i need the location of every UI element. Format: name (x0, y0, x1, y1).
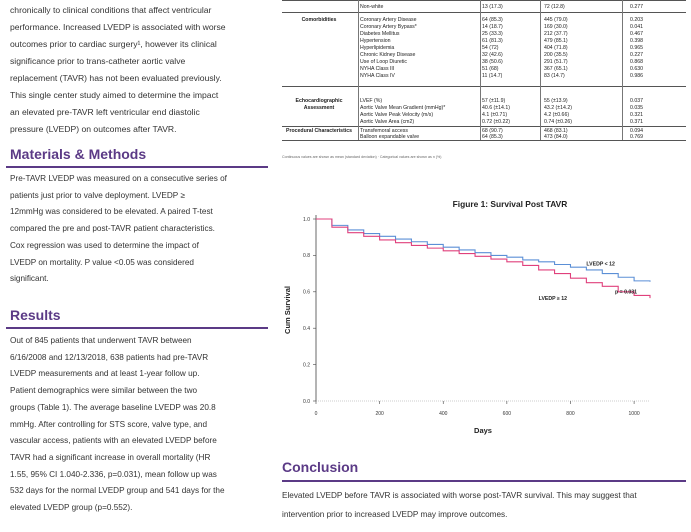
row-label: Transfemoral access (360, 128, 408, 134)
conclusion-heading: Conclusion (282, 459, 359, 475)
x-tick-label: 200 (375, 411, 384, 417)
annotation-p-value: p = 0.031 (615, 289, 638, 296)
cell-p: 0.037 (630, 98, 643, 104)
results-text (10, 333, 268, 517)
intro-text (10, 2, 268, 138)
cell-normal: 367 (65.1) (544, 66, 568, 72)
annotation-lvedp-high: LVEDP ≥ 12 (538, 295, 567, 302)
methods-line: patients just prior to valve deployment. LVEDP ≥ (10, 190, 185, 200)
y-tick-label: 1.0 (303, 216, 310, 223)
cell-p: 0.203 (630, 17, 643, 23)
table-divider (480, 0, 481, 140)
figure-title: Figure 1: Survival Post TAVR (452, 199, 568, 209)
cell-normal: 72 (12.8) (544, 4, 565, 10)
table-footnote: Continuous values are shown as mean (standard deviation) · Categorical values are shown as n (%) (282, 155, 442, 159)
cell-normal: 212 (37.7) (544, 31, 568, 37)
series-line-lvedp-high (316, 219, 650, 298)
conclusion-rule (282, 480, 686, 482)
y-tick-label: 0.8 (303, 253, 310, 260)
cell-normal: 4.2 (±0.66) (544, 112, 570, 118)
y-tick-label: 0.6 (303, 289, 310, 296)
row-label: Non-white (360, 4, 384, 10)
cell-elevated: 68 (90.7) (482, 128, 503, 134)
row-label: Diabetes Mellitus (360, 31, 400, 37)
intro-line: pressure (LVEDP) on outcomes after TAVR. (10, 124, 177, 134)
cell-elevated: 57 (±11.9) (482, 98, 506, 104)
methods-line: Cox regression was used to determine the impact of (10, 240, 199, 250)
table-rule (282, 126, 686, 127)
cell-elevated: 38 (50.6) (482, 59, 503, 65)
cell-normal: 479 (85.1) (544, 38, 568, 44)
table-divider (622, 0, 623, 140)
cell-elevated: 54 (72) (482, 45, 499, 51)
cell-elevated: 64 (85.3) (482, 134, 503, 140)
table-rule (282, 12, 686, 13)
cell-p: 0.398 (630, 38, 643, 44)
conclusion-line: intervention prior to increased LVEDP may improve outcomes. (282, 510, 508, 519)
row-label: LVEF (%) (360, 98, 383, 104)
results-rule (6, 327, 268, 329)
x-tick-label: 0 (314, 411, 318, 417)
cell-normal: 404 (71.8) (544, 45, 568, 51)
results-line: Out of 845 patients that underwent TAVR between (10, 336, 192, 345)
cell-p: 0.467 (630, 31, 643, 37)
results-heading: Results (10, 307, 61, 323)
cell-p: 0.769 (630, 134, 643, 140)
row-label: NYHA Class III (360, 66, 395, 72)
cell-normal: 445 (79.0) (544, 17, 568, 23)
row-label: Aortic Valve Mean Gradient (mmHg)* (360, 105, 446, 111)
cell-elevated: 14 (18.7) (482, 24, 503, 30)
x-tick-label: 1000 (628, 411, 640, 417)
row-label: Hyperlipidemia (360, 45, 395, 51)
row-label: Aortic Valve Peak Velocity (m/s) (360, 112, 434, 118)
results-line: Patient demographics were similar between the two (10, 386, 198, 396)
series-line-lvedp-low (316, 219, 650, 282)
row-label: Coronary Artery Bypass* (360, 24, 417, 30)
cell-p: 0.041 (630, 24, 643, 30)
row-label: Balloon expandable valve (360, 134, 420, 140)
row-label: Aortic Valve Area (cm2) (360, 119, 415, 125)
cell-elevated: 11 (14.7) (482, 73, 503, 79)
intro-line: outcomes prior to cardiac surgery¹, however its clinical (10, 39, 217, 49)
results-line: 532 days for the normal LVEDP group and 541 days for the (10, 486, 225, 496)
cell-p: 0.868 (630, 59, 643, 65)
cell-p: 0.227 (630, 52, 643, 58)
x-tick-label: 600 (502, 411, 512, 417)
results-line: groups (Table 1). The average baseline LVEDP was 20.8 (10, 402, 216, 412)
cell-elevated: 40.6 (±14.1) (482, 105, 510, 111)
row-category: Echocardiographic (295, 98, 343, 104)
cell-elevated: 64 (85.3) (482, 17, 503, 23)
results-line: 1.55, 95% CI 1.040-2.336, p=0.031), mean follow up was (10, 469, 217, 479)
cell-elevated: 4.1 (±0.71) (482, 112, 508, 118)
row-category: Comorbidities (301, 17, 337, 23)
results-line: LVEDP measurements and at least 1-year follow up. (10, 369, 200, 379)
cell-elevated: 32 (42.6) (482, 52, 503, 58)
y-tick-label: 0.4 (303, 326, 310, 332)
methods-rule (6, 166, 268, 168)
y-axis-title: Cum Survival (283, 286, 292, 334)
row-category: Assessment (303, 105, 335, 111)
results-line: vascular access, patients with an elevated LVEDP before (10, 436, 217, 446)
cell-normal: 43.2 (±14.2) (544, 105, 572, 111)
y-tick-label: 0.2 (303, 362, 310, 369)
row-label: Coronary Artery Disease (360, 17, 417, 23)
cell-elevated: 61 (81.3) (482, 38, 503, 44)
x-tick-label: 400 (439, 411, 448, 417)
cell-normal: 169 (30.0) (544, 24, 568, 30)
table-divider (358, 0, 359, 140)
results-line: mmHg. After controlling for STS score, valve type, and (10, 419, 208, 429)
results-line: TAVR had a significant increase in overall mortality (HR (10, 452, 211, 462)
results-line: elevated LVEDP group (p=0.552). (10, 503, 133, 513)
cell-elevated: 13 (17.3) (482, 4, 503, 10)
cell-p: 0.094 (630, 128, 643, 134)
cell-normal: 468 (83.1) (544, 128, 568, 134)
cell-elevated: 51 (68) (482, 66, 499, 72)
cell-elevated: 0.72 (±0.22) (482, 119, 510, 125)
methods-text (10, 171, 268, 288)
methods-line: LVEDP on mortality. P value <0.05 was considered (10, 257, 194, 267)
y-tick-label: 0.0 (303, 398, 310, 405)
row-label: Chronic Kidney Disease (360, 52, 416, 58)
row-label: Use of Loop Diuretic (360, 59, 407, 65)
annotation-lvedp-low: LVEDP < 12 (586, 261, 615, 268)
methods-line: 12mmHg was considered to be elevated. A paired T-test (10, 207, 213, 217)
cell-normal: 0.74 (±0.26) (544, 119, 572, 125)
intro-line: This single center study aimed to determine the impact (10, 90, 219, 100)
row-category: Procedural Characteristics (285, 128, 353, 134)
conclusion-line: Elevated LVEDP before TAVR is associated with worse post-TAVR survival. This may suggest that (282, 491, 637, 500)
methods-line: significant. (10, 274, 49, 284)
x-tick-label: 800 (566, 411, 575, 417)
cell-elevated: 25 (33.3) (482, 31, 503, 37)
methods-line: compared the pre and post-TAVR patient characteristics. (10, 224, 215, 234)
cell-normal: 200 (35.5) (544, 52, 568, 58)
table-rule (282, 86, 686, 87)
table-rule (282, 140, 686, 141)
row-label: Hypertension (360, 38, 391, 44)
cell-normal: 473 (84.0) (544, 134, 568, 140)
intro-line: replacement (TAVR) has not been evaluated previously. (10, 73, 222, 83)
cell-normal: 55 (±13.9) (544, 98, 568, 104)
table-rule (282, 0, 686, 1)
intro-line: chronically to clinical conditions that affect ventricular (10, 5, 212, 15)
intro-line: an elevated pre-TAVR left ventricular end diastolic (10, 107, 200, 117)
intro-line: performance. Increased LVEDP is associated with worse (10, 22, 226, 32)
survival-chart (278, 205, 678, 445)
cell-p: 0.035 (630, 105, 643, 111)
results-line: 6/16/2008 and 12/13/2018, 638 patients had pre-TAVR (10, 352, 209, 362)
table-divider (540, 0, 541, 140)
cell-p: 0.965 (630, 45, 643, 51)
intro-line: significance prior to trans-catheter aortic valve (10, 56, 186, 66)
cell-p: 0.277 (630, 4, 643, 10)
x-axis-title: Days (474, 426, 492, 435)
row-label: NYHA Class IV (360, 73, 395, 79)
methods-heading: Materials & Methods (10, 146, 147, 162)
conclusion-text (282, 486, 686, 524)
methods-line: Pre-TAVR LVEDP was measured on a consecutive series of (10, 174, 227, 183)
cell-p: 0.986 (630, 73, 643, 79)
cell-p: 0.371 (630, 119, 643, 125)
cell-normal: 291 (51.7) (544, 59, 568, 65)
cell-normal: 83 (14.7) (544, 73, 565, 79)
cell-p: 0.630 (630, 66, 643, 72)
cell-p: 0.321 (630, 112, 643, 118)
